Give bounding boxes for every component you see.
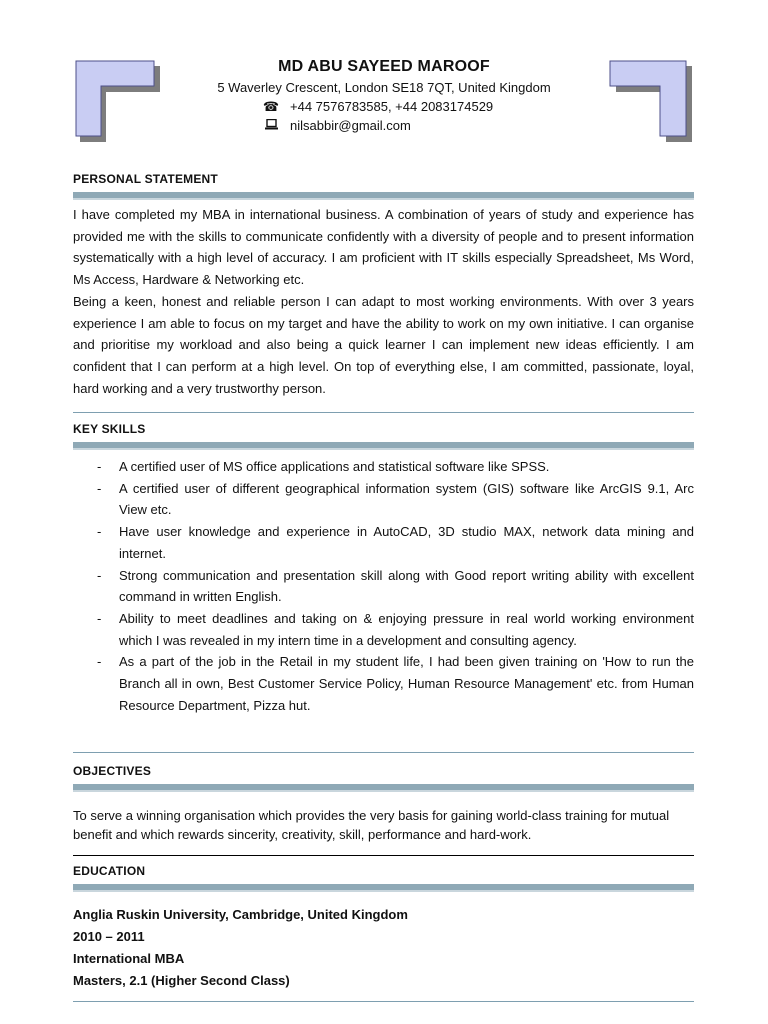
bullet-dash: - [97, 459, 102, 474]
objectives-text: To serve a winning organisation which provides the very basis for gaining world-class training for mutual benefit and which rewards sincerity, creativity, skill, performance and hard-work. [73, 808, 670, 842]
degree: International MBA [73, 951, 185, 966]
list-item [73, 608, 694, 651]
skill-text: A certified user of different geographical information system (GIS) software like ArcGIS 9.1, Arc View etc. [119, 480, 694, 518]
statement-paragraph: Being a keen, honest and reliable person I can adapt to most working environments. With over 3 years experience I am able to focus on my target and have the ability to work on my own initiative. I can organise and prioritise my workload and also being a quick learner I can implement new ideas efficiently. I am confident that I can perform at a high level. On top of everything else, I am committed, passionate, loyal, hard working and a very trustworthy person. [73, 293, 694, 396]
telephone-icon: ☎ [262, 99, 280, 114]
candidate-name: MD ABU SAYEED MAROOF [278, 58, 490, 75]
education-entry [73, 904, 408, 992]
skill-text: Ability to meet deadlines and taking on & enjoying pressure in real world working environment which I was revealed in my intern time in a development and consulting agency. [119, 610, 694, 648]
laptop-icon [260, 116, 282, 135]
email-line [260, 116, 411, 135]
section-divider-band [73, 442, 694, 450]
list-item [73, 565, 694, 608]
address: 5 Waverley Crescent, London SE18 7QT, United Kingdom [217, 80, 551, 95]
bullet-dash: - [97, 654, 102, 670]
list-item [73, 651, 694, 716]
skill-text: Strong communication and presentation skill along with Good report writing ability with excellent command in written English. [119, 567, 694, 605]
personal-statement-heading: PERSONAL STATEMENT [73, 172, 218, 186]
decorative-corner-right [606, 58, 696, 148]
degree-result: Masters, 2.1 (Higher Second Class) [73, 973, 290, 988]
key-skills-heading: KEY SKILLS [73, 422, 146, 436]
section-divider-band [73, 784, 694, 792]
resume-header [150, 56, 618, 97]
education-heading: EDUCATION [73, 864, 146, 878]
skill-text: Have user knowledge and experience in AutoCAD, 3D studio MAX, network data mining and internet. [119, 524, 694, 561]
bullet-dash: - [97, 610, 102, 626]
list-item [73, 521, 694, 564]
skill-text: A certified user of MS office applications and statistical software like SPSS. [119, 459, 550, 474]
section-divider-band [73, 192, 694, 200]
email-address[interactable]: nilsabbir@gmail.com [290, 118, 411, 133]
key-skills-list [73, 456, 694, 716]
section-divider-line [73, 752, 694, 753]
bullet-dash: - [97, 524, 102, 540]
bullet-dash: - [97, 567, 102, 583]
phone-line [260, 97, 493, 116]
personal-statement-body [73, 204, 694, 399]
list-item [73, 478, 694, 521]
phone-numbers: +44 7576783585, +44 2083174529 [290, 99, 494, 114]
objectives-heading: OBJECTIVES [73, 764, 152, 778]
section-divider-line [73, 412, 694, 413]
statement-paragraph: I have completed my MBA in international business. A combination of years of study and experience has provided me with the skills to communicate confidently with a diversity of people and to present information systematically with a high level of accuracy. I am proficient with IT skills especially Spreadsheet, Ms Word, Ms Access, Hardware & Networking etc. [73, 207, 694, 288]
section-divider-band [73, 884, 694, 892]
skill-text: As a part of the job in the Retail in my student life, I had been given training on 'How to run the Branch all in own, Best Customer Service Policy, Human Resource Management' etc. from Human Resource Department, Pizza hut. [119, 654, 694, 713]
bullet-dash: - [97, 480, 102, 496]
section-divider-line [73, 1001, 694, 1002]
study-years: 2010 – 2011 [73, 929, 145, 944]
institution: Anglia Ruskin University, Cambridge, United Kingdom [73, 907, 408, 922]
list-item [73, 456, 694, 478]
section-divider-line [73, 855, 694, 856]
